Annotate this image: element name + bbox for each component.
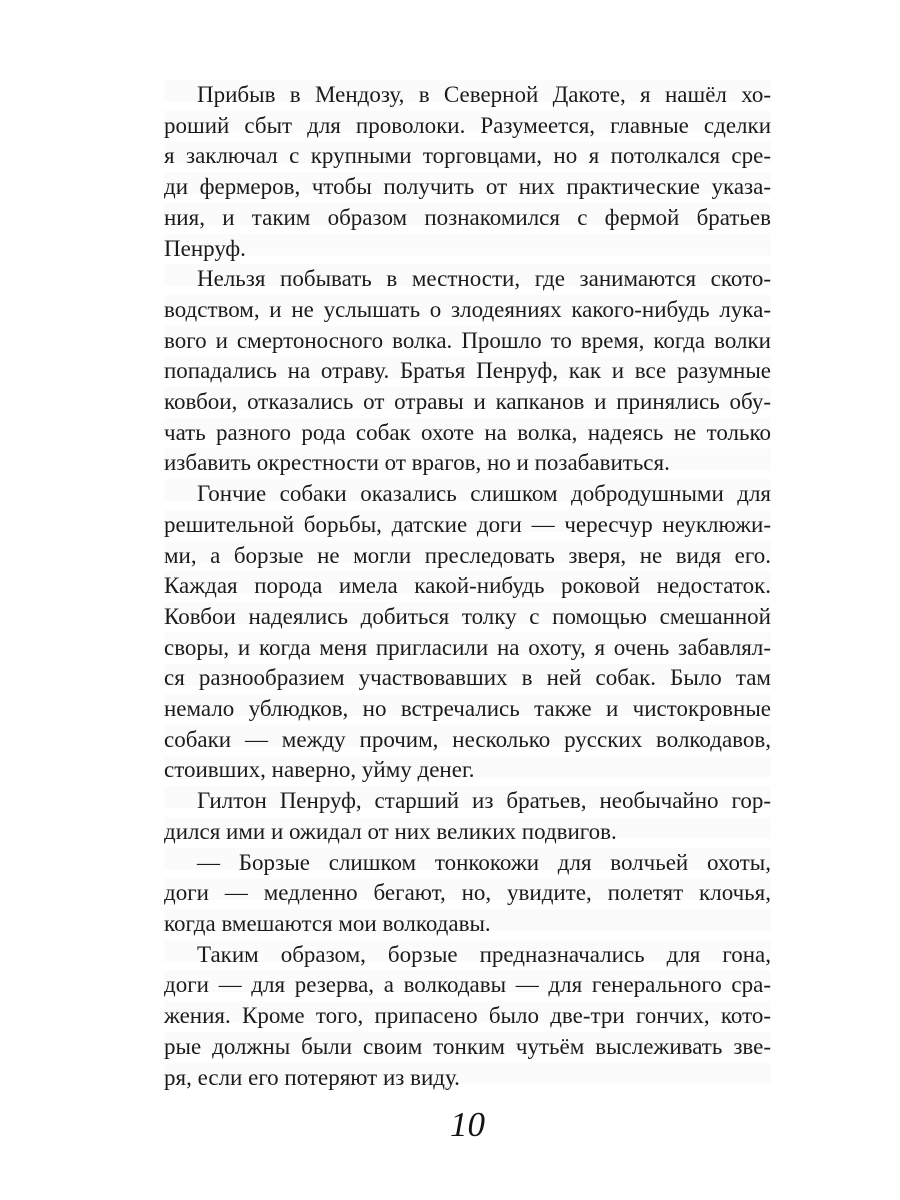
text-line: водством, и не услышать о злодеяниях какого-нибудь лука- — [164, 296, 771, 322]
text-line: Пенруф. — [164, 235, 246, 261]
text-line: ря, если его потеряют из виду. — [164, 1064, 460, 1090]
page-number: 10 — [450, 1105, 485, 1144]
text-line: Гончие собаки оказались слишком добродушными для — [197, 481, 771, 507]
text-line: Таким образом, борзые предназначались для гона, — [197, 941, 771, 967]
text-line: рые должны были своим тонким чутьём выслеживать зве- — [164, 1033, 771, 1059]
text-line: ми, а борзые не могли преследовать зверя, не видя его. — [164, 542, 771, 568]
text-line: доги — медленно бегают, но, увидите, полетят клочья, — [164, 880, 771, 906]
text-line: ди фермеров, чтобы получить от них практические указа- — [164, 174, 771, 200]
text-line: чать разного рода собак охоте на волка, надеясь не только — [164, 419, 771, 445]
text-line: избавить окрестности от врагов, но и позабавиться. — [164, 450, 670, 476]
text-line: собаки — между прочим, несколько русских волкодавов, — [164, 726, 771, 752]
text-block — [164, 80, 771, 1093]
text-line: вого и смертоносного волка. Прошло то время, когда волки — [164, 327, 771, 353]
text-line: когда вмешаются мои волкодавы. — [164, 910, 491, 936]
text-line: решительной борьбы, датские доги — чересчур неуклюжи- — [164, 511, 771, 537]
text-line: — Борзые слишком тонкокожи для волчьей охоты, — [197, 849, 771, 875]
text-line: Каждая порода имела какой-нибудь роковой недостаток. — [164, 573, 771, 599]
text-line: ния, и таким образом познакомился с фермой братьев — [164, 204, 771, 230]
text-line: доги — для резерва, а волкодавы — для генерального сра- — [164, 972, 771, 998]
text-line: Гилтон Пенруф, старший из братьев, необычайно гор- — [197, 788, 771, 814]
text-line: дился ими и ожидал от них великих подвигов. — [164, 818, 617, 844]
text-line: Прибыв в Мендозу, в Северной Дакоте, я нашёл хо- — [197, 82, 771, 107]
text-line: ковбои, отказались от отравы и капканов и принялись обу- — [164, 389, 771, 415]
text-line: попадались на отраву. Братья Пенруф, как и все разумные — [164, 358, 771, 384]
text-line: Ковбои надеялись добиться толку с помощью смешанной — [164, 603, 771, 629]
text-line: жения. Кроме того, припасено было две-три гончих, кото- — [164, 1003, 771, 1029]
text-line: Нельзя побывать в местности, где занимаются ското- — [197, 266, 771, 292]
text-line: роший сбыт для проволоки. Разумеется, главные сделки — [164, 112, 771, 138]
text-line: своры, и когда меня пригласили на охоту, я очень забавлял- — [164, 634, 771, 660]
text-line: немало ублюдков, но встречались также и чистокровные — [164, 696, 771, 722]
text-line: я заключал с крупными торговцами, но я потолкался сре- — [164, 143, 771, 169]
text-line: стоивших, наверно, уйму денег. — [164, 757, 475, 783]
text-line: ся разнообразием участвовавших в ней собак. Было там — [164, 665, 771, 691]
